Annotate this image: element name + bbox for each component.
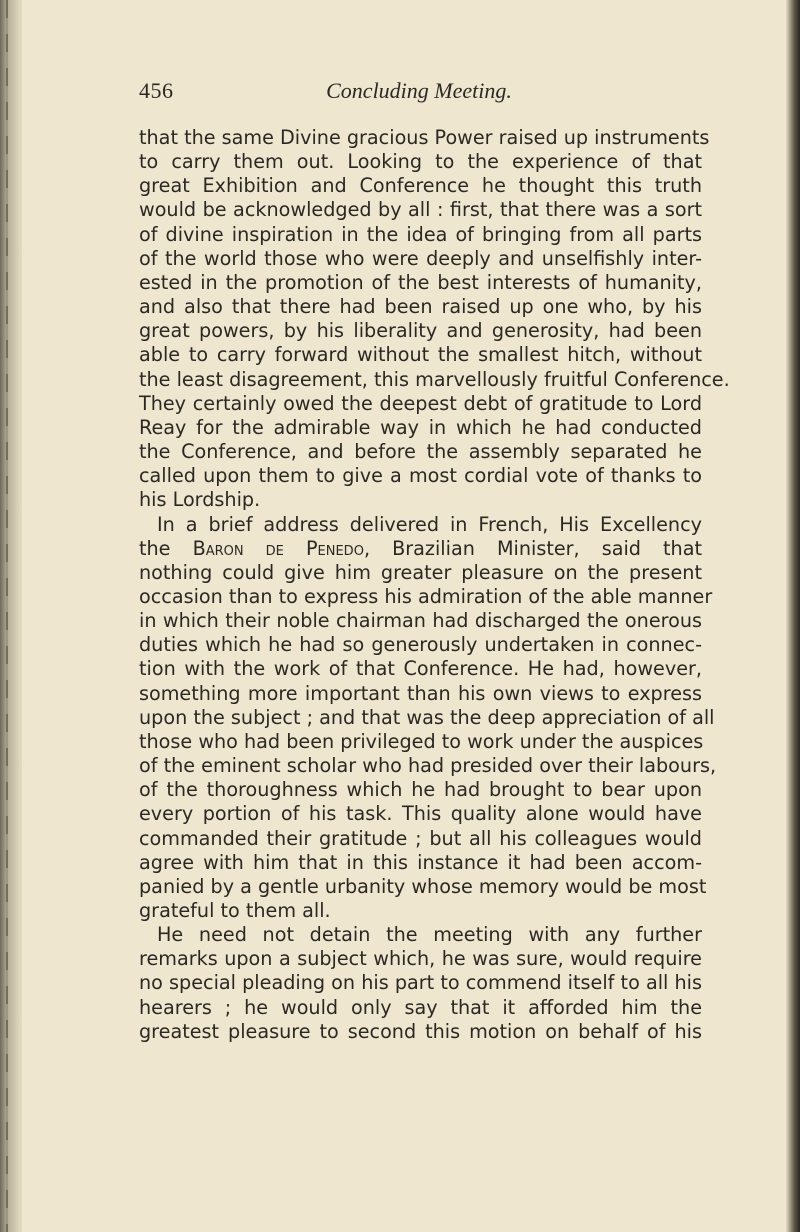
page-number: 456 [139, 78, 174, 103]
text-line: occasion than to express his admiration of the able manner [139, 584, 713, 608]
text-line: every portion of his task. This quality alone would have [139, 802, 702, 826]
text-line: great powers, by his liberality and generosity, had been [139, 319, 702, 343]
paragraph-1 [139, 126, 730, 513]
text-line: tion with the work of that Conference. He had, however, [139, 657, 702, 681]
text-line: the Conference, and before the assembly separated he [139, 440, 702, 464]
text-line: nothing could give him greater pleasure on the present [139, 560, 702, 584]
text-line: the least disagreement, this marvellously fruitful Conference. [139, 367, 730, 391]
text-line: able to carry forward without the smallest hitch, without [139, 343, 702, 367]
text-line: panied by a gentle urbanity whose memory would be most [139, 874, 707, 898]
text-line: that the same Divine gracious Power raised up instruments [139, 126, 710, 149]
text-line: Reay for the admirable way in which he had conducted [139, 415, 702, 439]
text-line-with-name [139, 537, 702, 561]
text-fragment: the [139, 536, 193, 560]
running-title: Concluding Meeting. [326, 78, 512, 103]
text-line: great Exhibition and Conference he thought this truth [139, 174, 702, 198]
text-line: called upon them to give a most cordial vote of thanks to [139, 464, 702, 488]
text-line: to carry them out. Looking to the experience of that [139, 150, 702, 174]
body-text [139, 126, 730, 1044]
text-line: duties which he had so generously undertaken in connec- [139, 633, 702, 657]
text-line: He need not detain the meeting with any further [157, 923, 702, 947]
text-line: greatest pleasure to second this motion on behalf of his [139, 1019, 702, 1043]
text-line: They certainly owed the deepest debt of gratitude to Lord [139, 391, 702, 415]
book-page [22, 0, 786, 1232]
text-line: of the thoroughness which he had brought to bear upon [139, 778, 702, 802]
text-line: In a brief address delivered in French, His Excellency [157, 512, 702, 536]
person-name: Baron de Penedo [192, 536, 364, 560]
paragraph-3 [139, 923, 702, 1044]
text-line: commanded their gratitude ; but all his colleagues would [139, 826, 702, 850]
paragraph-2 [139, 512, 717, 924]
page-header [139, 78, 699, 108]
text-line: something more important than his own views to express [139, 681, 702, 705]
book-gutter [0, 0, 22, 1232]
text-line: no special pleading on his part to commend itself to all his [139, 971, 702, 995]
text-line: upon the subject ; and that was the deep appreciation of all [139, 705, 715, 729]
text-line: his Lordship. [139, 488, 261, 512]
text-line: agree with him that in this instance it had been accom- [139, 850, 702, 874]
text-line: ested in the promotion of the best interests of humanity, [139, 270, 702, 294]
text-line: hearers ; he would only say that it afforded him the [139, 995, 702, 1019]
text-line: in which their noble chairman had discharged the onerous [139, 609, 702, 633]
text-line: of the world those who were deeply and unselfishly inter- [139, 246, 702, 270]
text-line: would be acknowledged by all : first, that there was a sort [139, 198, 702, 222]
text-line: of the eminent scholar who had presided over their labours, [139, 754, 717, 778]
text-line: remarks upon a subject which, he was sure, would require [139, 947, 702, 971]
text-line: of divine inspiration in the idea of bringing from all parts [139, 222, 702, 246]
text-line: grateful to them all. [139, 899, 331, 922]
text-line: and also that there had been raised up one who, by his [139, 295, 702, 319]
page-edge [786, 0, 800, 1232]
text-fragment: , Brazilian Minister, said that [363, 536, 703, 560]
text-line: those who had been privileged to work under the auspices [139, 729, 704, 753]
